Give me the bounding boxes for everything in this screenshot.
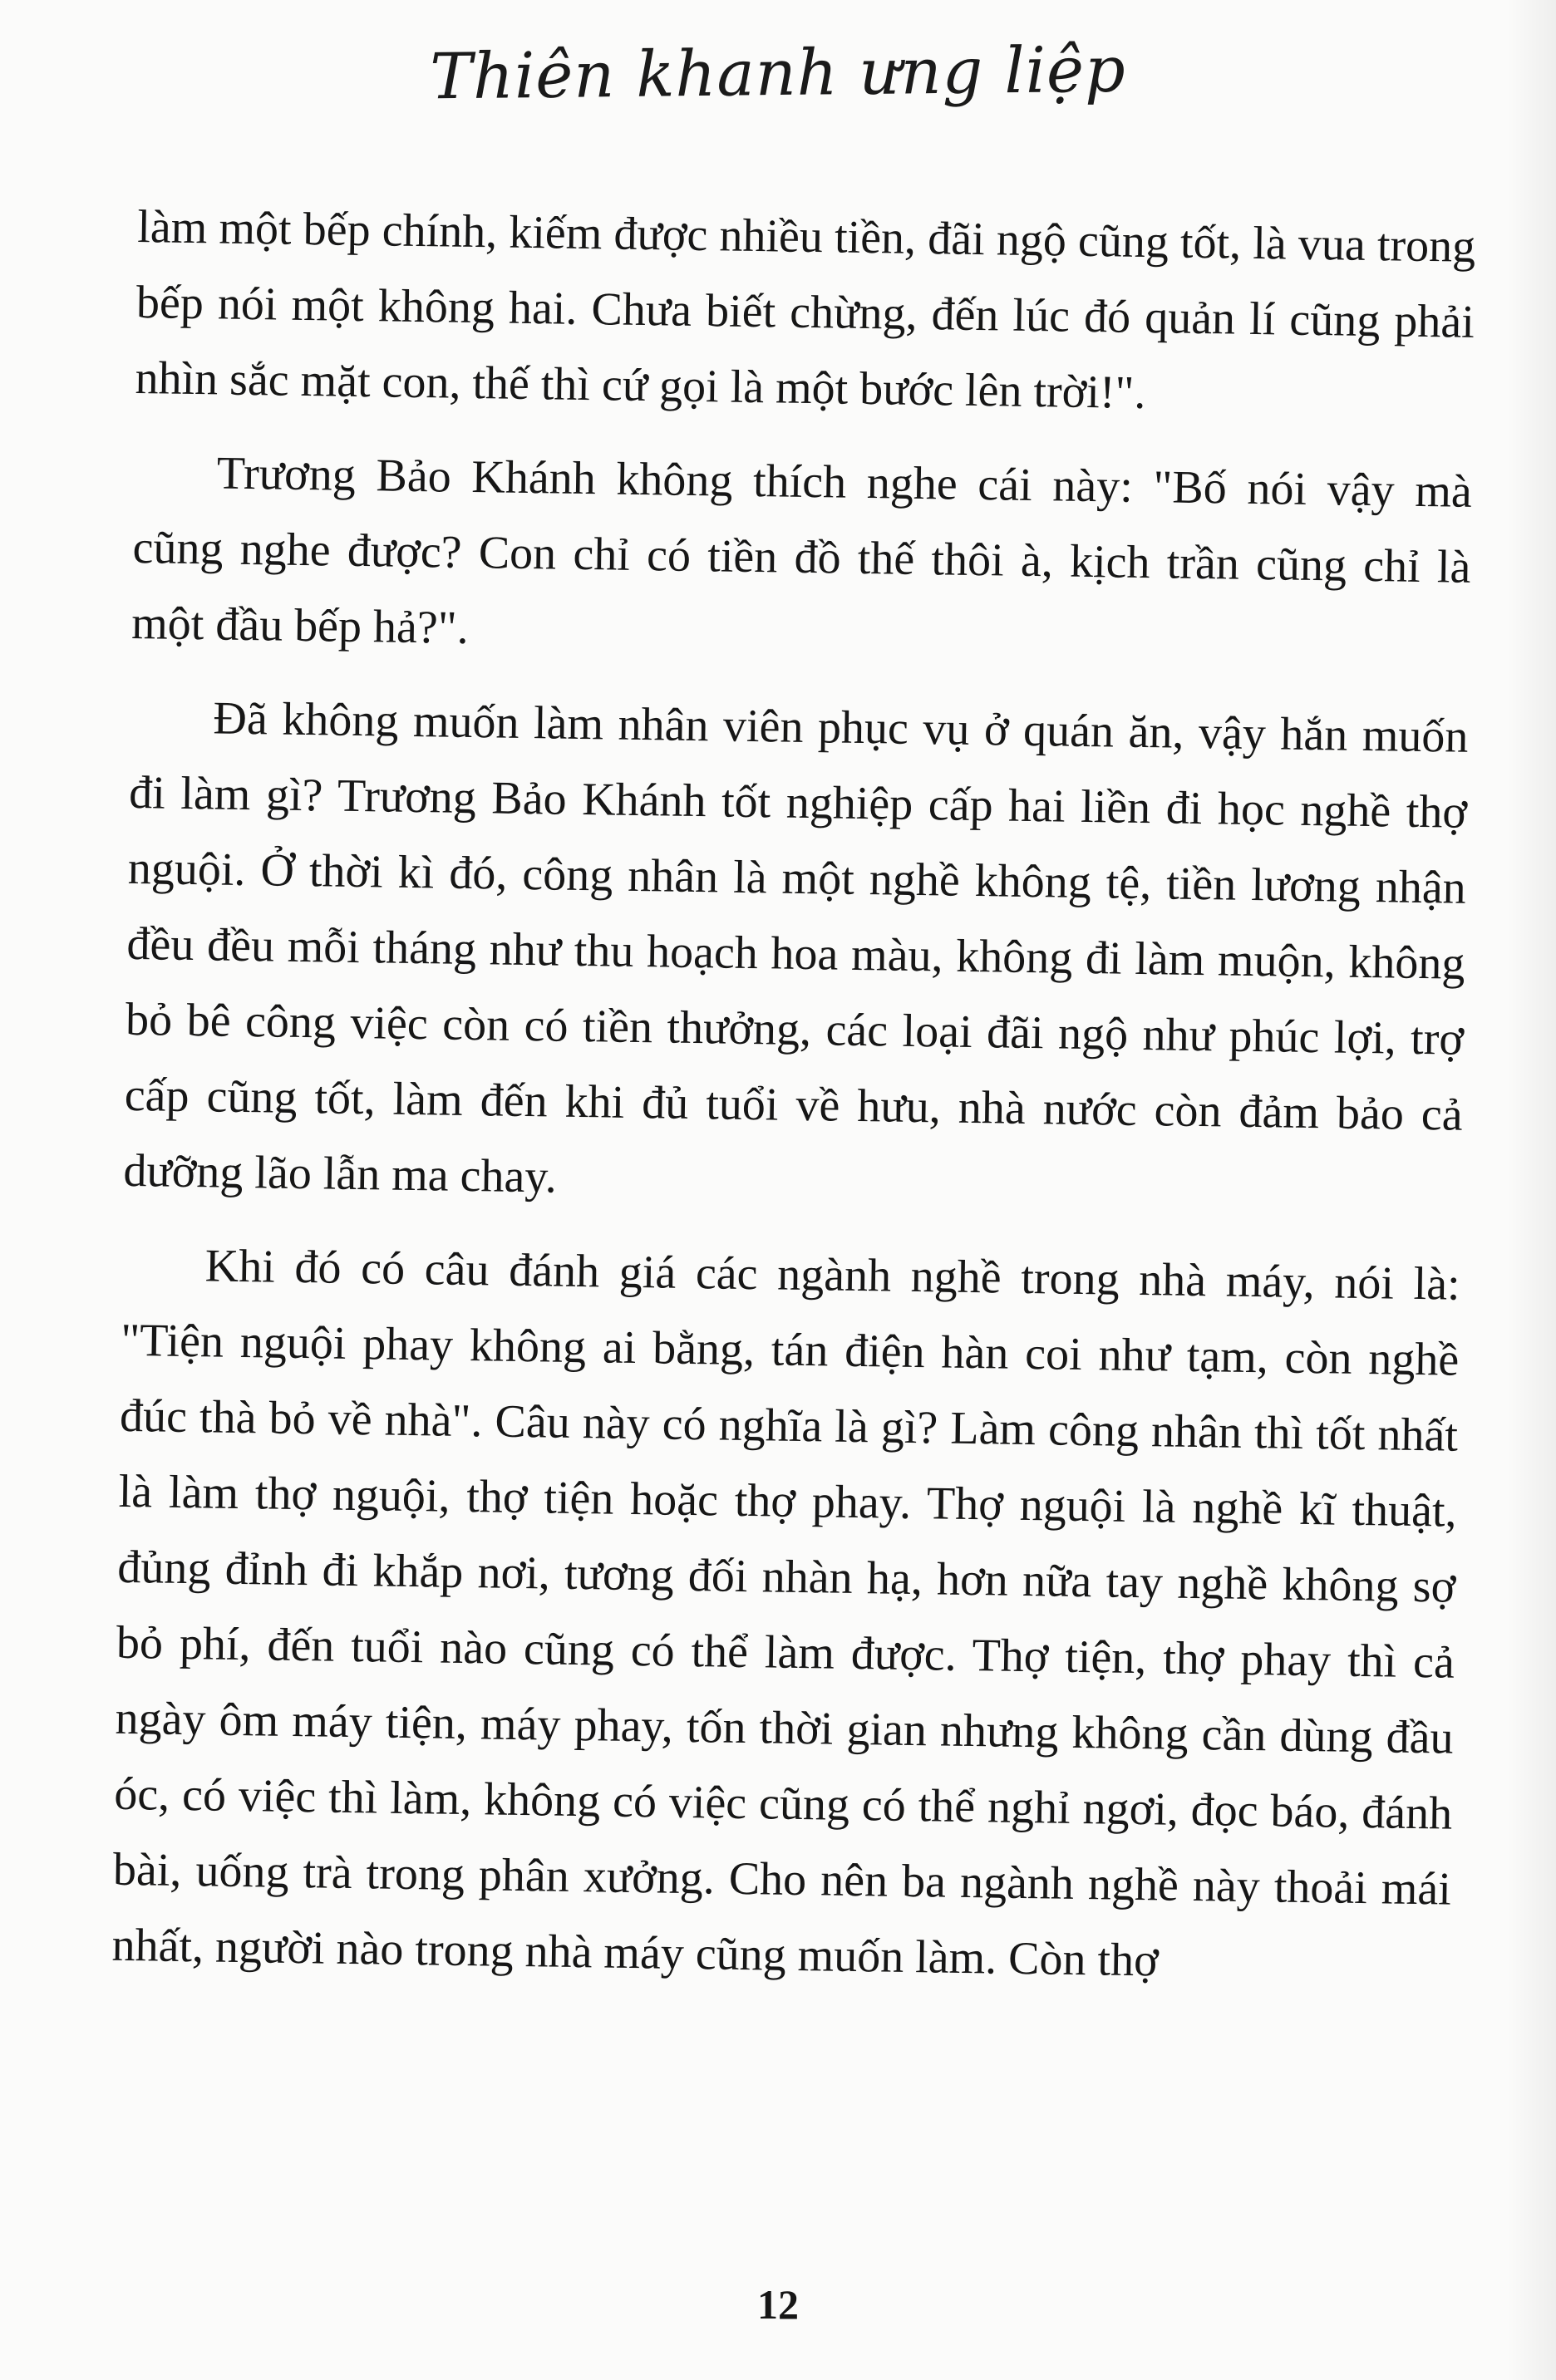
page-edge-shadow [1506,0,1556,2380]
paragraph-3: Đã không muốn làm nhân viên phục vụ ở quán ăn, vậy hắn muốn đi làm gì? Trương Bảo Khánh tốt nghiệp cấp hai liền đi học nghề thợ nguội. Ở thời kì đó, công nhân là một nghề không tệ, tiền lương nhận đều đều mỗi tháng như thu hoạch hoa màu, không đi làm muộn, không bỏ bê công việc còn có tiền thưởng, các loại đãi ngộ như phúc lợi, trợ cấp cũng tốt, làm đến khi đủ tuổi về hưu, nhà nước còn đảm bảo cả dưỡng lão lẫn ma chay. [123,692,1469,1203]
body-text [111,189,1476,2022]
running-header-title: Thiên khanh ưng liệp [429,32,1127,114]
paragraph-4: Khi đó có câu đánh giá các ngành nghề trong nhà máy, nói là: "Tiện nguội phay không ai bằng, tán điện hàn coi như tạm, còn nghề đúc thà bỏ về nhà". Câu này có nghĩa là gì? Làm công nhân thì tốt nhất là làm thợ nguội, thợ tiện hoặc thợ phay. Thợ nguội là nghề kĩ thuật, đủng đỉnh đi khắp nơi, tương đối nhàn hạ, hơn nữa tay nghề không sợ bỏ phí, đến tuổi nào cũng có thể làm được. Thợ tiện, thợ phay thì cả ngày ôm máy tiện, máy phay, tốn thời gian nhưng không cần dùng đầu óc, có việc thì làm, không có việc cũng có thể nghỉ ngơi, đọc báo, đánh bài, uống trà trong phân xưởng. Cho nên ba ngành nghề này thoải mái nhất, người nào trong nhà máy cũng muốn làm. Còn thợ [111,1240,1461,1987]
paragraph-1: làm một bếp chính, kiếm được nhiều tiền, đãi ngộ cũng tốt, là vua trong bếp nói một không hai. Chưa biết chừng, đến lúc đó quản lí cũng phải nhìn sắc mặt con, thế thì cứ gọi là một bước lên trời!". [135,200,1476,420]
page-number: 12 [757,2281,799,2328]
paragraph-2: Trương Bảo Khánh không thích nghe cái này: "Bố nói vậy mà cũng nghe được? Con chỉ có tiền đồ thế thôi à, kịch trần cũng chỉ là một đầu bếp hả?". [130,447,1473,654]
